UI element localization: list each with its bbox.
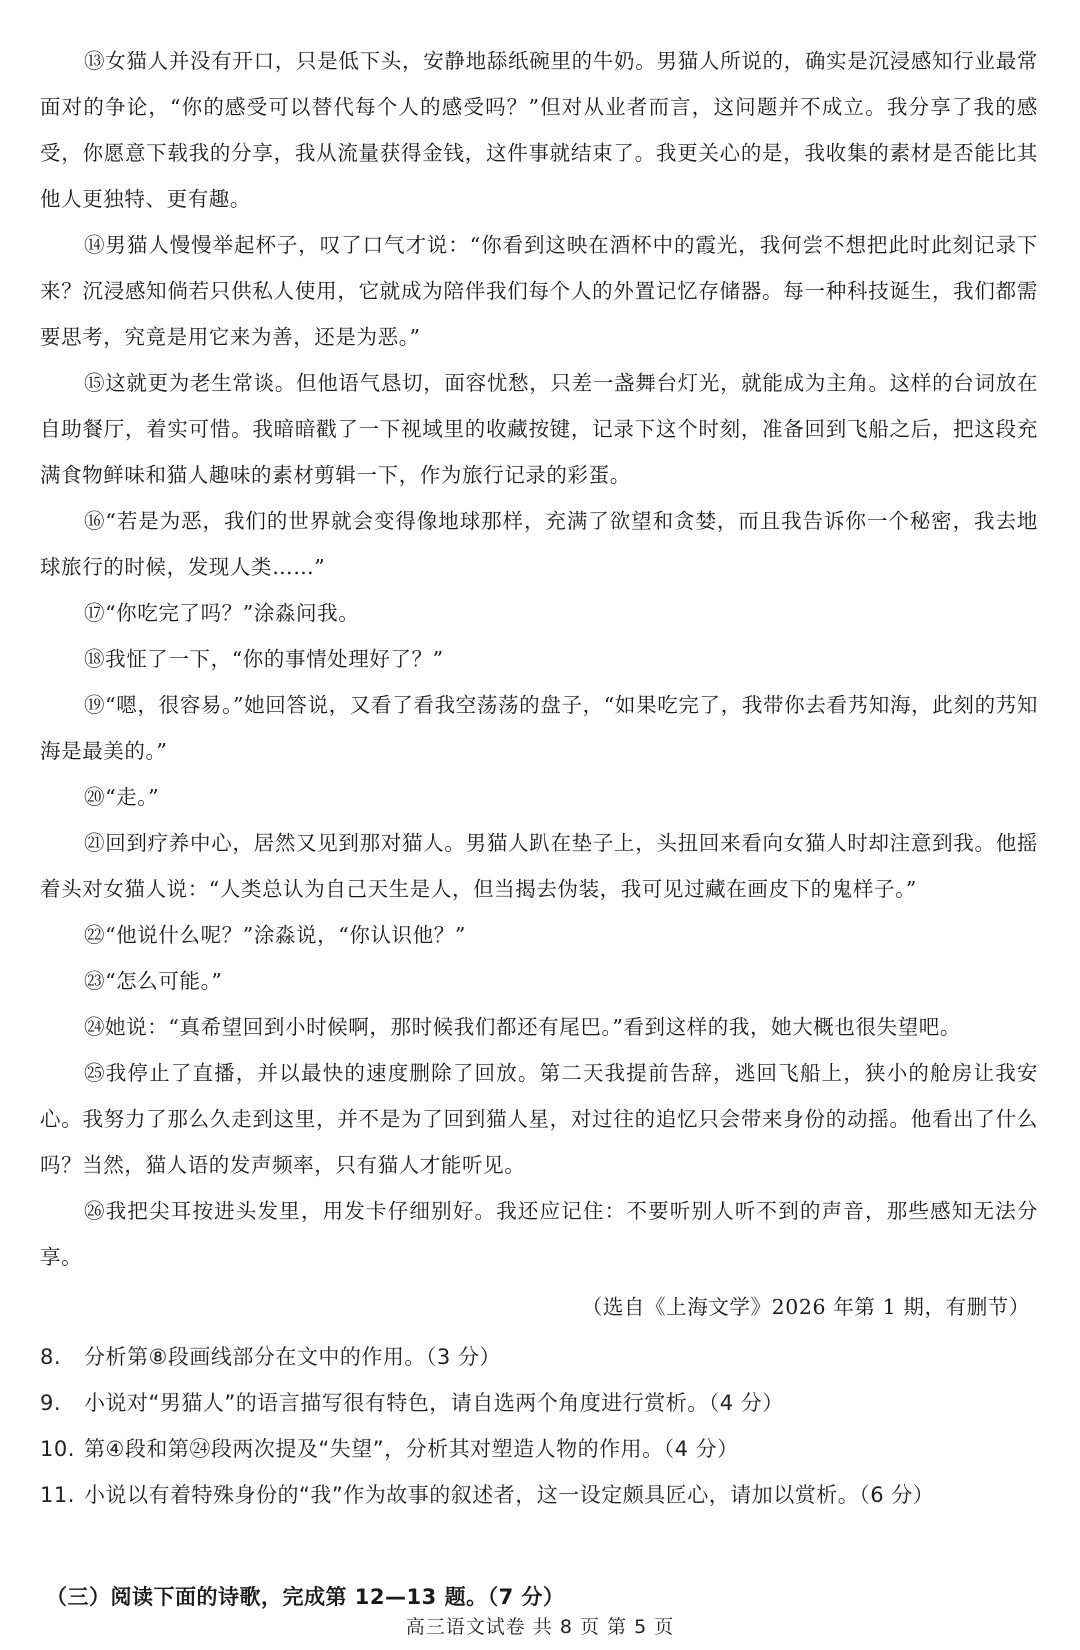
paragraph-16: ⑯“若是为恶，我们的世界就会变得像地球那样，充满了欲望和贪婪，而且我告诉你一个秘密，我去地球旅行的时候，发现人类……”	[40, 509, 1038, 579]
paragraph-25: ㉕我停止了直播，并以最快的速度删除了回放。第二天我提前告辞，逃回飞船上，狭小的舱房让我安心。我努力了那么久走到这里，并不是为了回到猫人星，对过往的追忆只会带来身份的动摇。他看出了什么吗？当然，猫人语的发声频率，只有猫人才能听见。	[40, 1061, 1038, 1177]
page-footer: 高三语文试卷 共 8 页 第 5 页	[405, 1616, 675, 1638]
question-text: 第④段和第㉔段两次提及“失望”，分析其对塑造人物的作用。（4 分）	[84, 1437, 739, 1461]
paragraph-17: ⑰“你吃完了吗？”涂淼问我。	[84, 601, 360, 625]
question-item	[40, 1426, 1038, 1472]
section-heading: （三）阅读下面的诗歌，完成第 12—13 题。（7 分）	[46, 1585, 565, 1609]
story-text	[40, 38, 1038, 1280]
question-item	[40, 1472, 1038, 1518]
paragraph-23: ㉓“怎么可能。”	[84, 969, 223, 993]
question-number: 11.	[40, 1483, 75, 1507]
question-text: 小说对“男猫人”的语言描写很有特色，请自选两个角度进行赏析。（4 分）	[84, 1391, 784, 1415]
question-item	[40, 1380, 1038, 1426]
paragraph-19: ⑲“嗯，很容易。”她回答说，又看了看我空荡荡的盘子，“如果吃完了，我带你去看艿知海，此刻的艿知海是最美的。”	[40, 693, 1038, 763]
paragraph-13: ⑬女猫人并没有开口，只是低下头，安静地舔纸碗里的牛奶。男猫人所说的，确实是沉浸感知行业最常面对的争论，“你的感受可以替代每个人的感受吗？”但对从业者而言，这问题并不成立。我分享了我的感受，你愿意下载我的分享，我从流量获得金钱，这件事就结束了。我更关心的是，我收集的素材是否能比其他人更独特、更有趣。	[40, 49, 1038, 211]
paragraph-18: ⑱我怔了一下，“你的事情处理好了？”	[84, 647, 444, 671]
paragraph-14: ⑭男猫人慢慢举起杯子，叹了口气才说：“你看到这映在酒杯中的霞光，我何尝不想把此时此刻记录下来？沉浸感知倘若只供私人使用，它就成为陪伴我们每个人的外置记忆存储器。每一种科技诞生，我们都需要思考，究竟是用它来为善，还是为恶。”	[40, 233, 1038, 349]
paragraph-22: ㉒“他说什么呢？”涂淼说，“你认识他？”	[84, 923, 466, 947]
paragraph-20: ⑳“走。”	[84, 785, 160, 809]
paragraph-21: ㉑回到疗养中心，居然又见到那对猫人。男猫人趴在垫子上，头扭回来看向女猫人时却注意到我。他摇着头对女猫人说：“人类总认为自己天生是人，但当揭去伪装，我可见过藏在画皮下的鬼样子。”	[40, 831, 1038, 901]
paragraph-26: ㉖我把尖耳按进头发里，用发卡仔细别好。我还应记住：不要听别人听不到的声音，那些感知无法分享。	[40, 1199, 1038, 1269]
question-item	[40, 1334, 1038, 1380]
source-citation: （选自《上海文学》2026 年第 1 期，有删节）	[581, 1295, 1030, 1319]
paragraph-15: ⑮这就更为老生常谈。但他语气恳切，面容忧愁，只差一盏舞台灯光，就能成为主角。这样的台词放在自助餐厅，着实可惜。我暗暗戳了一下视域里的收藏按键，记录下这个时刻，准备回到飞船之后，把这段充满食物鲜味和猫人趣味的素材剪辑一下，作为旅行记录的彩蛋。	[40, 371, 1038, 487]
question-number: 10.	[40, 1437, 75, 1461]
question-text: 分析第⑧段画线部分在文中的作用。（3 分）	[84, 1345, 501, 1369]
question-list	[40, 1334, 1038, 1518]
question-text: 小说以有着特殊身份的“我”作为故事的叙述者，这一设定颇具匠心，请加以赏析。（6 分）	[84, 1483, 935, 1507]
question-number: 9.	[40, 1391, 62, 1415]
paragraph-24: ㉔她说：“真希望回到小时候啊，那时候我们都还有尾巴。”看到这样的我，她大概也很失望吧。	[84, 1015, 962, 1039]
question-number: 8.	[40, 1345, 62, 1369]
